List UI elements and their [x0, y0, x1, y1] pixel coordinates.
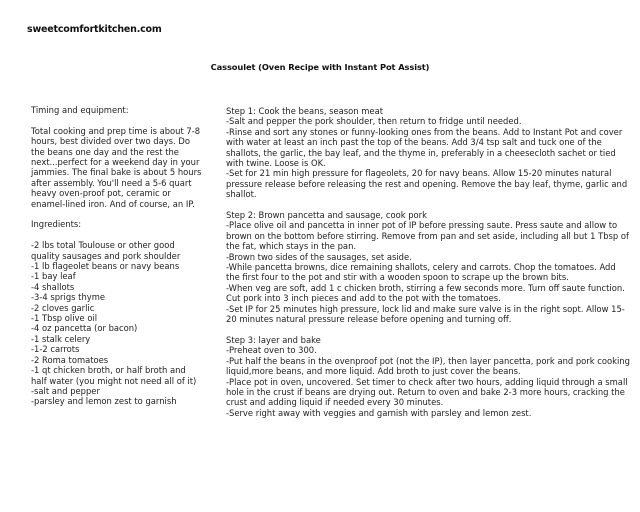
ingredient-item: -1-2 carrots — [31, 344, 80, 355]
step-title: Step 3: layer and bake — [226, 334, 321, 345]
ingredient-item: -2 Roma tomatoes — [31, 354, 109, 365]
step-instruction: -Serve right away with veggies and garnish with parsley and lemon zest. — [226, 407, 532, 418]
ingredient-item: -2 lbs total Toulouse or other good quality sausages and pork shoulder — [31, 240, 181, 261]
step-title: Step 2: Brown pancetta and sausage, cook pork — [226, 210, 427, 221]
ingredient-item: -1 Tbsp olive oil — [31, 313, 98, 324]
step-instruction: -Brown two sides of the sausages, set aside. — [226, 251, 412, 262]
ingredient-item: -1 lb flageolet beans or navy beans — [31, 261, 180, 272]
step-section — [226, 335, 631, 418]
step-instruction: -While pancetta browns, dice remaining shallots, celery and carrots. Chop the tomatoes. Add the first four to the pot and stir with a wooden spoon to scrape up the brown bits. — [226, 262, 616, 283]
site-name: sweetcomfortkitchen.com — [27, 24, 162, 35]
ingredient-item: -1 bay leaf — [31, 271, 76, 282]
steps-column — [226, 106, 631, 429]
ingredient-item: -4 shallots — [31, 281, 75, 292]
step-instructions — [226, 345, 631, 418]
ingredients-list — [31, 240, 203, 407]
step-instruction: -Place olive oil and pancetta in inner pot of IP before pressing saute. Press saute and allow to brown on the bottom before stirring. Remove from pan and set aside, including all but 1 Tbsp of the fat, which stays in the pan. — [226, 220, 629, 252]
step-section — [226, 210, 631, 324]
ingredient-item: -3-4 sprigs thyme — [31, 292, 106, 303]
timing-text: Total cooking and prep time is about 7-8 hours, best divided over two days. Do the beans one day and the rest the next...perfect for a weekend day in your jammies. The final bake is about 5 hours after assembly. You'll need a 5-6 quart heavy oven-proof pot, ceramic or enamel-lined iron. And of course, an IP. — [31, 125, 202, 209]
step-instructions — [226, 220, 631, 324]
ingredient-item: -1 stalk celery — [31, 333, 91, 344]
timing-heading: Timing and equipment: — [31, 105, 129, 115]
ingredients-heading: Ingredients: — [31, 219, 82, 230]
step-instruction: -Rinse and sort any stones or funny-looking ones from the beans. Add to Instant Pot and cover with water at least an inch past the top of the beans. Add 3/4 tsp salt and tuck one of the shallots, the garlic, the bay leaf, and the thyme in, preferably in a cheesecloth sachet or tied with twine. Loose is OK. — [226, 126, 623, 169]
ingredient-item: -1 qt chicken broth, or half broth and half water (you might not need all of it) — [31, 365, 197, 386]
step-section — [226, 106, 631, 200]
step-instruction: -Set for 21 min high pressure for flageolets, 20 for navy beans. Allow 15-20 minutes natural pressure release before releasing the rest and opening. Remove the bay leaf, thyme, garlic and shallot. — [226, 168, 628, 200]
ingredient-item: -2 cloves garlic — [31, 302, 95, 313]
step-instruction: -When veg are soft, add 1 c chicken broth, stirring a few seconds more. Turn off saute function. Cut pork into 3 inch pieces and add to the pot with the tomatoes. — [226, 282, 625, 304]
ingredient-item: -4 oz pancetta (or bacon) — [31, 323, 138, 334]
left-column — [31, 105, 203, 407]
step-instruction: -Preheat oven to 300. — [226, 345, 317, 356]
ingredient-item: -parsley and lemon zest to garnish — [31, 396, 177, 407]
ingredient-item: -salt and pepper — [31, 385, 100, 396]
step-instruction: -Salt and pepper the pork shoulder, then return to fridge until needed. — [226, 116, 522, 127]
step-instruction: -Place pot in oven, uncovered. Set timer to check after two hours, adding liquid through a small hole in the crust if beans are drying out. Return to oven and bake 2-3 more hours, cracking the crust and adding liquid if needed every 30 minutes. — [226, 376, 628, 408]
recipe-title: Cassoulet (Oven Recipe with Instant Pot Assist) — [210, 62, 430, 72]
step-instruction: -Set IP for 25 minutes high pressure, lock lid and make sure valve is in the right sopt. Allow 15-20 minutes natural pressure release before opening and turning off. — [226, 303, 625, 325]
step-instructions — [226, 116, 631, 199]
step-instruction: -Put half the beans in the ovenproof pot (not the IP), then layer pancetta, pork and pork cooking liquid,more beans, and more liquid. Add broth to just cover the beans. — [226, 355, 630, 377]
step-title: Step 1: Cook the beans, season meat — [226, 106, 383, 116]
